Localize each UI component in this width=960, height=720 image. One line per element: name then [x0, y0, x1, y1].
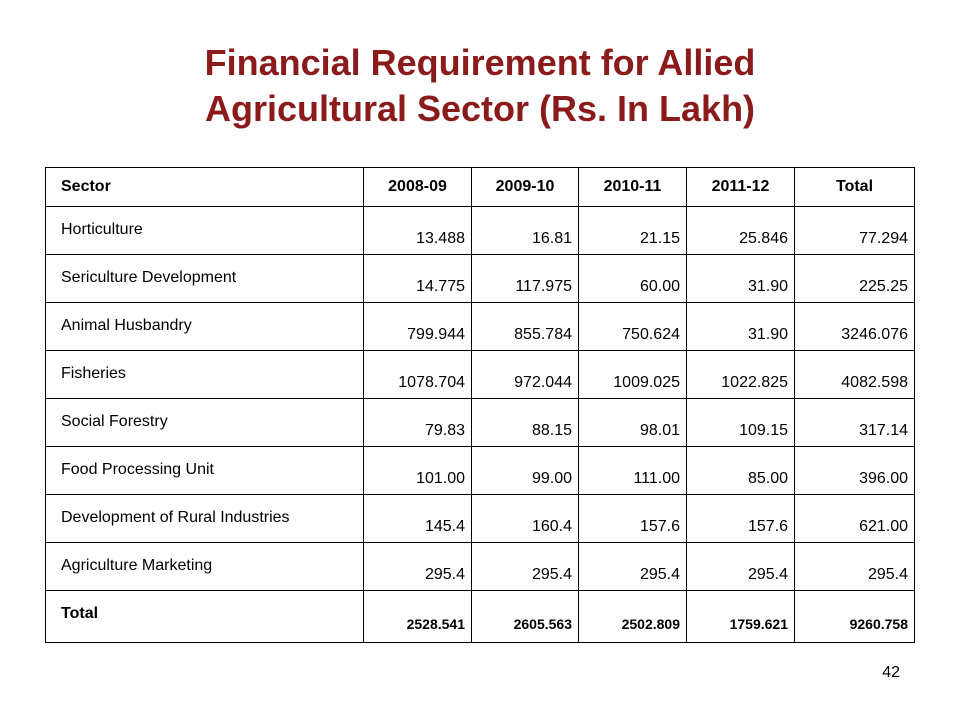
value-total: 396.00	[795, 447, 915, 495]
value-2008-09: 295.4	[364, 543, 472, 591]
table-row	[46, 399, 915, 447]
value-2009-10: 16.81	[472, 207, 579, 255]
value-total: 295.4	[795, 543, 915, 591]
value-2008-09: 145.4	[364, 495, 472, 543]
value-2008-09: 101.00	[364, 447, 472, 495]
value-2010-11: 750.624	[579, 303, 687, 351]
value-2011-12: 157.6	[687, 495, 795, 543]
sector-name: Food Processing Unit	[46, 447, 364, 495]
table-header-row	[46, 168, 915, 207]
value-total: 3246.076	[795, 303, 915, 351]
value-total: 77.294	[795, 207, 915, 255]
table-row	[46, 495, 915, 543]
header-2008-09: 2008-09	[364, 168, 472, 207]
value-2010-11: 60.00	[579, 255, 687, 303]
value-2009-10: 160.4	[472, 495, 579, 543]
total-row	[46, 591, 915, 643]
value-2011-12: 31.90	[687, 255, 795, 303]
table-row	[46, 207, 915, 255]
value-total: 621.00	[795, 495, 915, 543]
total-2009-10: 2605.563	[472, 591, 579, 643]
sector-name: Animal Husbandry	[46, 303, 364, 351]
table-row	[46, 543, 915, 591]
value-2008-09: 79.83	[364, 399, 472, 447]
header-total: Total	[795, 168, 915, 207]
value-2011-12: 25.846	[687, 207, 795, 255]
sector-name: Social Forestry	[46, 399, 364, 447]
value-2008-09: 14.775	[364, 255, 472, 303]
value-2010-11: 21.15	[579, 207, 687, 255]
page-number: 42	[882, 664, 900, 681]
financial-requirement-table	[45, 167, 915, 643]
total-grand: 9260.758	[795, 591, 915, 643]
value-2010-11: 98.01	[579, 399, 687, 447]
sector-name: Sericulture Development	[46, 255, 364, 303]
total-2010-11: 2502.809	[579, 591, 687, 643]
sector-name: Horticulture	[46, 207, 364, 255]
value-2010-11: 295.4	[579, 543, 687, 591]
total-label: Total	[46, 591, 364, 643]
table-row	[46, 351, 915, 399]
value-2009-10: 88.15	[472, 399, 579, 447]
value-2009-10: 855.784	[472, 303, 579, 351]
value-total: 4082.598	[795, 351, 915, 399]
slide-title-line-1: Financial Requirement for Allied	[204, 42, 756, 83]
total-2011-12: 1759.621	[687, 591, 795, 643]
slide-title	[0, 40, 960, 132]
value-2009-10: 295.4	[472, 543, 579, 591]
header-2009-10: 2009-10	[472, 168, 579, 207]
total-2008-09: 2528.541	[364, 591, 472, 643]
sector-name: Development of Rural Industries	[46, 495, 364, 543]
header-2010-11: 2010-11	[579, 168, 687, 207]
slide-title-line-2: Agricultural Sector (Rs. In Lakh)	[204, 88, 756, 129]
table-row	[46, 447, 915, 495]
value-2009-10: 972.044	[472, 351, 579, 399]
sector-name: Agriculture Marketing	[46, 543, 364, 591]
value-total: 225.25	[795, 255, 915, 303]
value-2010-11: 1009.025	[579, 351, 687, 399]
value-2011-12: 1022.825	[687, 351, 795, 399]
value-2008-09: 1078.704	[364, 351, 472, 399]
value-2011-12: 31.90	[687, 303, 795, 351]
header-2011-12: 2011-12	[687, 168, 795, 207]
value-2008-09: 13.488	[364, 207, 472, 255]
value-2011-12: 295.4	[687, 543, 795, 591]
value-total: 317.14	[795, 399, 915, 447]
table-row	[46, 303, 915, 351]
table-row	[46, 255, 915, 303]
value-2011-12: 109.15	[687, 399, 795, 447]
value-2010-11: 111.00	[579, 447, 687, 495]
value-2010-11: 157.6	[579, 495, 687, 543]
header-sector: Sector	[46, 168, 364, 207]
value-2011-12: 85.00	[687, 447, 795, 495]
sector-name: Fisheries	[46, 351, 364, 399]
value-2009-10: 117.975	[472, 255, 579, 303]
value-2008-09: 799.944	[364, 303, 472, 351]
value-2009-10: 99.00	[472, 447, 579, 495]
